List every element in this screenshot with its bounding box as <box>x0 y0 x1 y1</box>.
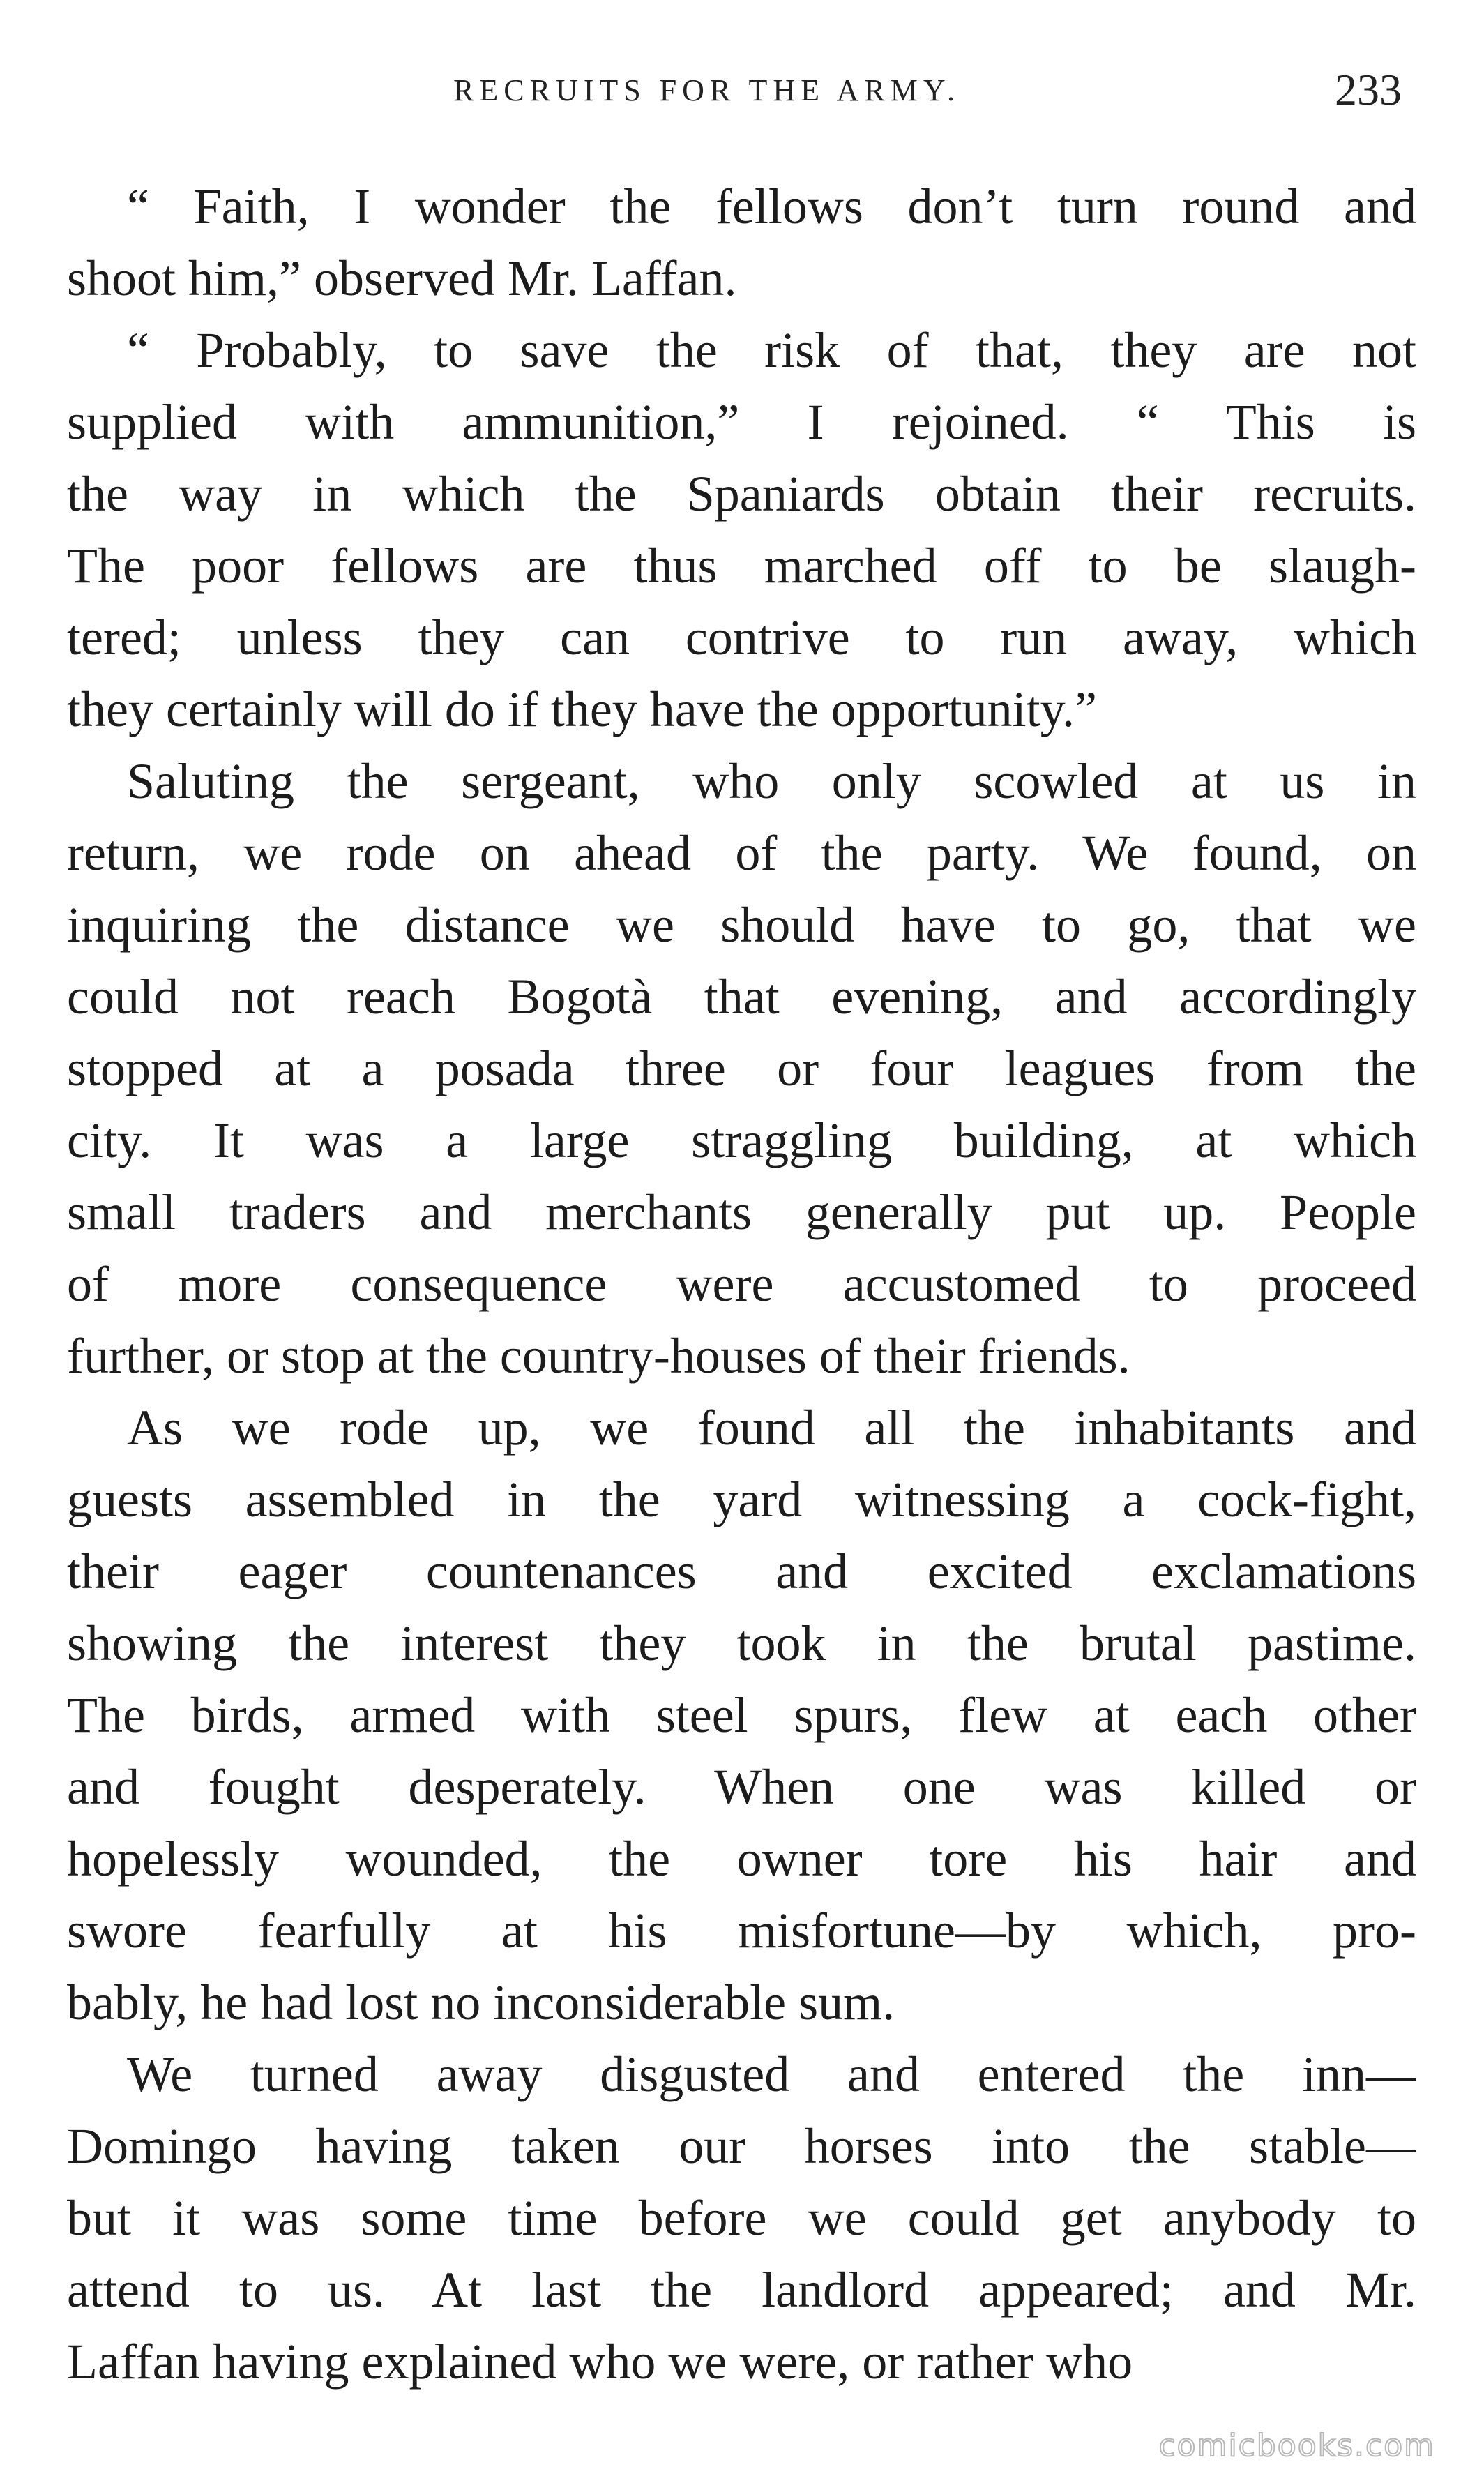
text-line: supplied with ammunition,” I rejoined. “ This is <box>67 394 1416 450</box>
text-line: “ Probably, to save the risk of that, they are not <box>127 322 1416 378</box>
running-header <box>0 64 1484 127</box>
text-line: hopelessly wounded, the owner tore his hair and <box>67 1831 1416 1887</box>
text-line: inquiring the distance we should have to go, that we <box>67 897 1416 953</box>
text-line: The birds, armed with steel spurs, flew at each other <box>67 1687 1416 1743</box>
text-line: We turned away disgusted and entered the inn— <box>127 2046 1416 2102</box>
text-line: but it was some time before we could get anybody to <box>67 2190 1416 2246</box>
text-line: As we rode up, we found all the inhabitants and <box>127 1400 1416 1456</box>
paragraph <box>67 2039 1416 2398</box>
text-line: Saluting the sergeant, who only scowled at us in <box>127 753 1416 809</box>
text-line: the way in which the Spaniards obtain their recruits. <box>67 466 1416 522</box>
text-line: shoot him,” observed Mr. Laffan. <box>67 250 737 306</box>
paragraph <box>67 1392 1416 2039</box>
paragraph <box>67 746 1416 1392</box>
text-line: showing the interest they took in the brutal pastime. <box>67 1615 1416 1671</box>
text-line: stopped at a posada three or four leagues from the <box>67 1041 1416 1096</box>
text-line: Domingo having taken our horses into the stable— <box>67 2118 1416 2174</box>
paragraph <box>67 171 1416 315</box>
text-line: tered; unless they can contrive to run away, which <box>67 610 1416 665</box>
text-line: attend to us. At last the landlord appeared; and Mr. <box>67 2262 1416 2318</box>
text-line: return, we rode on ahead of the party. We found, on <box>67 825 1416 881</box>
page-number: 233 <box>1335 65 1402 114</box>
running-title: RECRUITS FOR THE ARMY. <box>453 73 960 107</box>
text-line: swore fearfully at his misfortune—by which, pro- <box>67 1903 1416 1959</box>
watermark: comicbooks.com <box>1158 2428 1435 2463</box>
text-line: guests assembled in the yard witnessing a cock-fight, <box>67 1472 1416 1527</box>
text-line: bably, he had lost no inconsiderable sum. <box>67 1975 895 2030</box>
text-line: they certainly will do if they have the opportunity.” <box>67 681 1097 737</box>
paragraph <box>67 315 1416 746</box>
text-line: of more consequence were accustomed to proceed <box>67 1256 1416 1312</box>
text-line: could not reach Bogotà that evening, and accordingly <box>67 969 1416 1025</box>
text-line: The poor fellows are thus marched off to be slaugh- <box>67 538 1416 594</box>
text-line: small traders and merchants generally put up. People <box>67 1184 1416 1240</box>
text-line: “ Faith, I wonder the fellows don’t turn round and <box>127 179 1416 234</box>
text-line: their eager countenances and excited exclamations <box>67 1544 1416 1599</box>
text-line: city. It was a large straggling building, at which <box>67 1112 1416 1168</box>
body-text <box>67 171 1416 2398</box>
text-line: Laffan having explained who we were, or rather who <box>67 2334 1133 2390</box>
text-line: further, or stop at the country-houses of their friends. <box>67 1328 1130 1384</box>
text-line: and fought desperately. When one was killed or <box>67 1759 1416 1815</box>
